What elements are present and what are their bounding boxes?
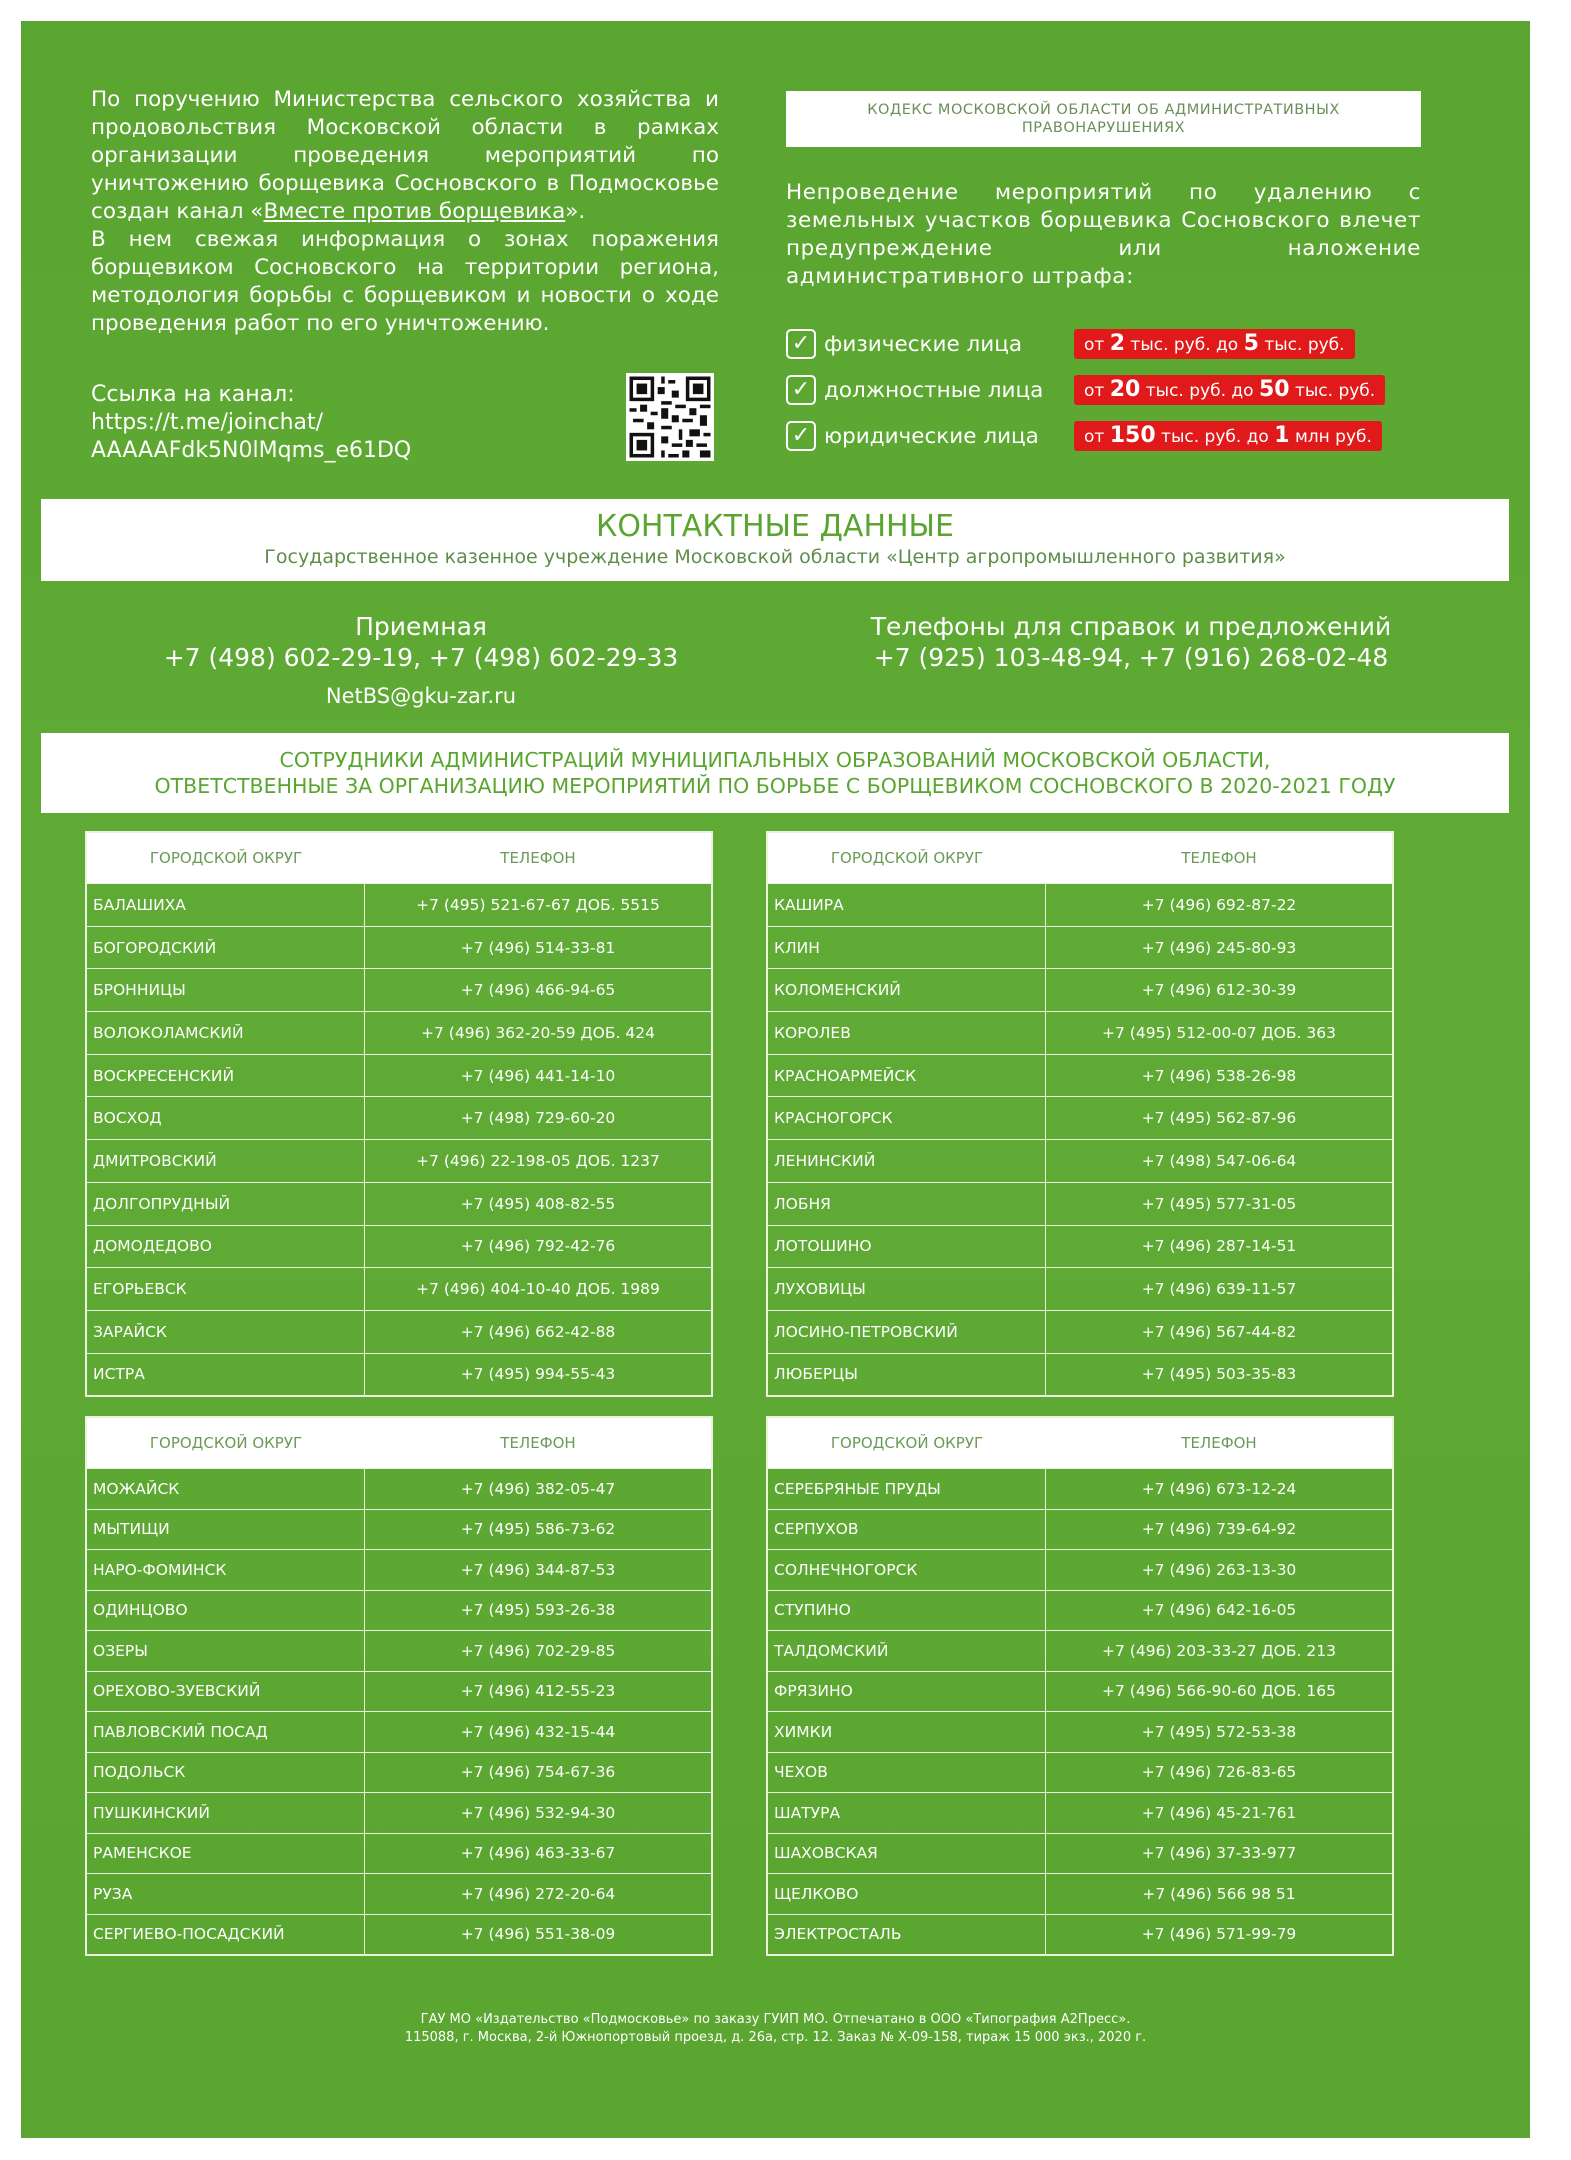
table-row [87, 1225, 711, 1268]
district-phone[interactable]: +7 (496) 203-33-27 ДОБ. 213 [1102, 1641, 1336, 1660]
table-row [768, 1054, 1392, 1097]
district-phone[interactable]: +7 (496) 37-33-977 [1141, 1844, 1297, 1863]
district-phone[interactable]: +7 (496) 466-94-65 [460, 981, 616, 1000]
district-phone[interactable]: +7 (495) 503-35-83 [1141, 1365, 1297, 1384]
info-phones-label: Телефоны для справок и предложений [870, 612, 1392, 641]
table-header [87, 1418, 711, 1468]
district-name: РУЗА [87, 1874, 365, 1914]
codex-description: Непроведение мероприятий по удалению с земельных участков борщевика Сосновского влечет предупреждение или наложение административного штрафа: [786, 180, 1421, 289]
district-phone[interactable]: +7 (495) 593-26-38 [460, 1601, 616, 1620]
district-phone[interactable]: +7 (496) 272-20-64 [460, 1884, 616, 1903]
district-phone[interactable]: +7 (496) 642-16-05 [1141, 1601, 1297, 1620]
district-phone[interactable]: +7 (495) 408-82-55 [460, 1194, 616, 1213]
district-name: БРОННИЦЫ [87, 969, 365, 1011]
district-phone[interactable]: +7 (496) 726-83-65 [1141, 1763, 1297, 1782]
district-phone[interactable]: +7 (496) 412-55-23 [460, 1682, 616, 1701]
district-phone[interactable]: +7 (496) 792-42-76 [460, 1237, 616, 1256]
district-name: НАРО-ФОМИНСК [87, 1550, 365, 1590]
table-row [87, 883, 711, 926]
table-row [768, 1310, 1392, 1353]
table-row [768, 1792, 1392, 1833]
column-header-district: ГОРОДСКОЙ ОКРУГ [830, 849, 984, 867]
table-row [768, 1630, 1392, 1671]
table-row [768, 1549, 1392, 1590]
table-row [768, 968, 1392, 1011]
table-header [87, 833, 711, 883]
district-name: ЛОБНЯ [768, 1183, 1046, 1225]
district-name: ИСТРА [87, 1354, 365, 1396]
table-row [768, 1096, 1392, 1139]
district-phone[interactable]: +7 (496) 45-21-761 [1141, 1803, 1297, 1822]
table-row [87, 1468, 711, 1509]
table-row [87, 1873, 711, 1914]
district-name: СОЛНЕЧНОГОРСК [768, 1550, 1046, 1590]
district-name: БОГОРОДСКИЙ [87, 927, 365, 969]
contacts-header-box [41, 499, 1509, 581]
table-row [87, 1310, 711, 1353]
table-row [87, 1353, 711, 1396]
district-name: ЛОТОШИНО [768, 1226, 1046, 1268]
fine-label: физические лица [824, 331, 1023, 357]
district-phone[interactable]: +7 (496) 662-42-88 [460, 1322, 616, 1341]
district-phone[interactable]: +7 (496) 566-90-60 ДОБ. 165 [1102, 1682, 1336, 1701]
district-name: ОРЕХОВО-ЗУЕВСКИЙ [87, 1672, 365, 1712]
district-name: КАШИРА [768, 884, 1046, 926]
table-row [87, 1752, 711, 1793]
channel-name-link[interactable]: Вместе против борщевика [263, 199, 566, 224]
district-name: ВОСКРЕСЕНСКИЙ [87, 1055, 365, 1097]
table-row [87, 1671, 711, 1712]
staff-title-line-1: СОТРУДНИКИ АДМИНИСТРАЦИЙ МУНИЦИПАЛЬНЫХ ОБРАЗОВАНИЙ МОСКОВСКОЙ ОБЛАСТИ, [279, 748, 1271, 772]
district-table-3 [85, 1416, 713, 1956]
intro-text [91, 86, 719, 338]
district-name: МОЖАЙСК [87, 1469, 365, 1509]
district-phone[interactable]: +7 (496) 571-99-79 [1141, 1925, 1297, 1944]
district-name: ПАВЛОВСКИЙ ПОСАД [87, 1712, 365, 1752]
leaflet-page [21, 21, 1530, 2138]
reception-phones[interactable]: +7 (498) 602-29-19, +7 (498) 602-29-33 [163, 643, 679, 672]
table-row [768, 1011, 1392, 1054]
district-name: ХИМКИ [768, 1712, 1046, 1752]
district-phone[interactable]: +7 (496) 566 98 51 [1142, 1884, 1296, 1903]
table-row [87, 968, 711, 1011]
column-header-phone: ТЕЛЕФОН [500, 1434, 576, 1452]
table-row [768, 1671, 1392, 1712]
district-phone[interactable]: +7 (496) 639-11-57 [1141, 1280, 1297, 1299]
district-phone[interactable]: +7 (496) 362-20-59 ДОБ. 424 [421, 1023, 655, 1042]
reception-block [101, 611, 741, 712]
district-phone[interactable]: +7 (496) 463-33-67 [460, 1844, 616, 1863]
district-table-1 [85, 831, 713, 1397]
channel-label: Ссылка на канал: [91, 382, 295, 407]
district-name: ФРЯЗИНО [768, 1672, 1046, 1712]
table-row [768, 1139, 1392, 1182]
column-header-district: ГОРОДСКОЙ ОКРУГ [149, 849, 303, 867]
table-row [768, 883, 1392, 926]
district-phone[interactable]: +7 (496) 263-13-30 [1141, 1560, 1297, 1579]
district-phone[interactable]: +7 (496) 441-14-10 [460, 1066, 616, 1085]
district-name: СЕРГИЕВО-ПОСАДСКИЙ [87, 1915, 365, 1955]
district-name: ЕГОРЬЕВСК [87, 1268, 365, 1310]
district-name: ЛЕНИНСКИЙ [768, 1140, 1046, 1182]
info-phones-block [801, 611, 1461, 673]
district-name: ПУШКИНСКИЙ [87, 1793, 365, 1833]
fine-row-individuals [786, 326, 1426, 362]
district-phone[interactable]: +7 (496) 567-44-82 [1141, 1322, 1297, 1341]
district-name: ЛЮБЕРЦЫ [768, 1354, 1046, 1396]
codex-title-line-1: КОДЕКС МОСКОВСКОЙ ОБЛАСТИ ОБ АДМИНИСТРАТИВНЫХ [867, 102, 1340, 118]
fine-label: должностные лица [824, 377, 1044, 403]
intro-paragraph-2: В нем свежая информация о зонах поражения борщевиком Сосновского на территории региона, методология борьбы с борщевиком и новости о ходе проведения работ по его уничтожению. [91, 227, 719, 336]
district-phone[interactable]: +7 (496) 754-67-36 [460, 1763, 616, 1782]
district-phone[interactable]: +7 (495) 572-53-38 [1141, 1722, 1297, 1741]
district-name: КОЛОМЕНСКИЙ [768, 969, 1046, 1011]
fine-row-officials [786, 372, 1426, 408]
table-row [87, 1914, 711, 1955]
district-phone[interactable]: +7 (496) 673-12-24 [1141, 1479, 1297, 1498]
fine-amount-badge: от 150 тыс. руб. до 1 млн руб. [1074, 421, 1382, 451]
district-phone[interactable]: +7 (495) 512-00-07 ДОБ. 363 [1102, 1023, 1336, 1042]
district-table-4 [766, 1416, 1394, 1956]
district-name: ЧЕХОВ [768, 1753, 1046, 1793]
table-row [87, 1054, 711, 1097]
table-row [87, 926, 711, 969]
fine-amount-badge: от 2 тыс. руб. до 5 тыс. руб. [1074, 329, 1355, 359]
district-name: ПОДОЛЬСК [87, 1753, 365, 1793]
district-phone[interactable]: +7 (496) 612-30-39 [1141, 981, 1297, 1000]
district-name: БАЛАШИХА [87, 884, 365, 926]
imprint-line-1: ГАУ МО «Издательство «Подмосковье» по заказу ГУИП МО. Отпечатано в ООО «Типография А2Пресс». [420, 2012, 1131, 2027]
district-name: ВОЛОКОЛАМСКИЙ [87, 1012, 365, 1054]
table-row [768, 926, 1392, 969]
table-row [87, 1549, 711, 1590]
contact-email[interactable]: NetBS@gku-zar.ru [325, 684, 517, 708]
channel-url-line-1[interactable]: https://t.me/joinchat/ [91, 410, 324, 435]
district-name: ВОСХОД [87, 1097, 365, 1139]
channel-link-block [91, 381, 411, 465]
column-header-district: ГОРОДСКОЙ ОКРУГ [830, 1434, 984, 1452]
codex-title-line-2: ПРАВОНАРУШЕНИЯХ [1021, 120, 1186, 136]
table-row [768, 1509, 1392, 1550]
table-row [87, 1096, 711, 1139]
district-phone[interactable]: +7 (496) 538-26-98 [1141, 1066, 1297, 1085]
district-name: КРАСНОАРМЕЙСК [768, 1055, 1046, 1097]
table-row [768, 1752, 1392, 1793]
table-row [768, 1711, 1392, 1752]
district-phone[interactable]: +7 (496) 692-87-22 [1141, 895, 1297, 914]
district-phone[interactable]: +7 (496) 702-29-85 [460, 1641, 616, 1660]
district-name: ЛУХОВИЦЫ [768, 1268, 1046, 1310]
table-header [768, 833, 1392, 883]
district-phone[interactable]: +7 (495) 994-55-43 [460, 1365, 616, 1384]
contacts-title: КОНТАКТНЫЕ ДАННЫЕ [596, 509, 954, 544]
imprint-footer [21, 2011, 1530, 2047]
district-name: ОЗЕРЫ [87, 1631, 365, 1671]
staff-title-box [41, 733, 1509, 813]
table-row [87, 1182, 711, 1225]
checkmark-icon: ✓ [786, 421, 816, 451]
district-phone[interactable]: +7 (496) 382-05-47 [460, 1479, 616, 1498]
channel-url-line-2[interactable]: AAAAAFdk5N0lMqms_e61DQ [91, 438, 412, 463]
district-name: ДОМОДЕДОВО [87, 1226, 365, 1268]
district-name: ШАХОВСКАЯ [768, 1834, 1046, 1874]
district-name: КОРОЛЕВ [768, 1012, 1046, 1054]
district-phone[interactable]: +7 (495) 577-31-05 [1141, 1194, 1297, 1213]
district-table-2 [766, 831, 1394, 1397]
fine-amount-badge: от 20 тыс. руб. до 50 тыс. руб. [1074, 375, 1385, 405]
contacts-organization: Государственное казенное учреждение Московской области «Центр агропромышленного развития» [264, 546, 1286, 568]
table-header [768, 1418, 1392, 1468]
district-phone[interactable]: +7 (496) 432-15-44 [460, 1722, 616, 1741]
table-row [87, 1792, 711, 1833]
district-name: ОДИНЦОВО [87, 1591, 365, 1631]
codex-title-box [786, 91, 1421, 147]
staff-title-line-2: ОТВЕТСТВЕННЫЕ ЗА ОРГАНИЗАЦИЮ МЕРОПРИЯТИЙ ПО БОРЬБЕ С БОРЩЕВИКОМ СОСНОВСКОГО В 2020-2021 ГОДУ [154, 774, 1396, 798]
district-phone[interactable]: +7 (496) 344-87-53 [460, 1560, 616, 1579]
table-row [768, 1182, 1392, 1225]
district-phone[interactable]: +7 (496) 532-94-30 [460, 1803, 616, 1822]
district-name: ЛОСИНО-ПЕТРОВСКИЙ [768, 1311, 1046, 1353]
district-name: КРАСНОГОРСК [768, 1097, 1046, 1139]
qr-code-icon[interactable] [626, 373, 714, 461]
table-row [87, 1590, 711, 1631]
column-header-district: ГОРОДСКОЙ ОКРУГ [149, 1434, 303, 1452]
table-row [768, 1590, 1392, 1631]
table-row [87, 1833, 711, 1874]
table-row [87, 1139, 711, 1182]
imprint-line-2: 115088, г. Москва, 2-й Южнопортовый проезд, д. 26а, стр. 12. Заказ № Х-09-158, тираж 15 000 экз., 2020 г. [404, 2030, 1147, 2045]
table-row [87, 1509, 711, 1550]
fine-label: юридические лица [824, 423, 1039, 449]
district-phone[interactable]: +7 (495) 586-73-62 [460, 1520, 616, 1539]
district-phone[interactable]: +7 (495) 521-67-67 ДОБ. 5515 [416, 895, 660, 914]
column-header-phone: ТЕЛЕФОН [1181, 849, 1257, 867]
district-phone[interactable]: +7 (498) 729-60-20 [460, 1109, 616, 1128]
table-row [768, 1353, 1392, 1396]
district-phone[interactable]: +7 (496) 551-38-09 [460, 1925, 616, 1944]
fine-row-legal-entities [786, 418, 1426, 454]
reception-label: Приемная [355, 612, 487, 641]
district-name: ЭЛЕКТРОСТАЛЬ [768, 1915, 1046, 1955]
district-phone[interactable]: +7 (496) 22-198-05 ДОБ. 1237 [416, 1151, 660, 1170]
district-phone[interactable]: +7 (496) 287-14-51 [1141, 1237, 1297, 1256]
district-name: ШАТУРА [768, 1793, 1046, 1833]
district-phone[interactable]: +7 (496) 245-80-93 [1141, 938, 1297, 957]
district-name: ДОЛГОПРУДНЫЙ [87, 1183, 365, 1225]
table-row [768, 1873, 1392, 1914]
district-name: ЩЕЛКОВО [768, 1874, 1046, 1914]
district-name: ДМИТРОВСКИЙ [87, 1140, 365, 1182]
table-row [87, 1011, 711, 1054]
district-phone[interactable]: +7 (496) 404-10-40 ДОБ. 1989 [416, 1280, 660, 1299]
table-row [768, 1468, 1392, 1509]
district-phone[interactable]: +7 (495) 562-87-96 [1141, 1109, 1297, 1128]
district-name: МЫТИЩИ [87, 1510, 365, 1550]
info-phones[interactable]: +7 (925) 103-48-94, +7 (916) 268-02-48 [873, 643, 1389, 672]
district-name: КЛИН [768, 927, 1046, 969]
column-header-phone: ТЕЛЕФОН [500, 849, 576, 867]
table-row [87, 1630, 711, 1671]
table-row [87, 1711, 711, 1752]
checkmark-icon: ✓ [786, 329, 816, 359]
checkmark-icon: ✓ [786, 375, 816, 405]
district-phone[interactable]: +7 (496) 514-33-81 [460, 938, 616, 957]
table-row [768, 1833, 1392, 1874]
district-name: ТАЛДОМСКИЙ [768, 1631, 1046, 1671]
district-name: РАМЕНСКОЕ [87, 1834, 365, 1874]
district-name: СТУПИНО [768, 1591, 1046, 1631]
district-name: СЕРПУХОВ [768, 1510, 1046, 1550]
table-row [768, 1914, 1392, 1955]
table-row [768, 1267, 1392, 1310]
intro-paragraph-1: По поручению Министерства сельского хозяйства и продовольствия Московской области в рамках организации проведения мероприятий по уничтожению борщевика Сосновского в Подмосковье создан канал «Вместе против борщевика». [91, 87, 719, 224]
table-row [768, 1225, 1392, 1268]
column-header-phone: ТЕЛЕФОН [1181, 1434, 1257, 1452]
table-row [87, 1267, 711, 1310]
district-phone[interactable]: +7 (496) 739-64-92 [1141, 1520, 1297, 1539]
district-name: ЗАРАЙСК [87, 1311, 365, 1353]
district-name: СЕРЕБРЯНЫЕ ПРУДЫ [768, 1469, 1046, 1509]
district-phone[interactable]: +7 (498) 547-06-64 [1141, 1151, 1297, 1170]
